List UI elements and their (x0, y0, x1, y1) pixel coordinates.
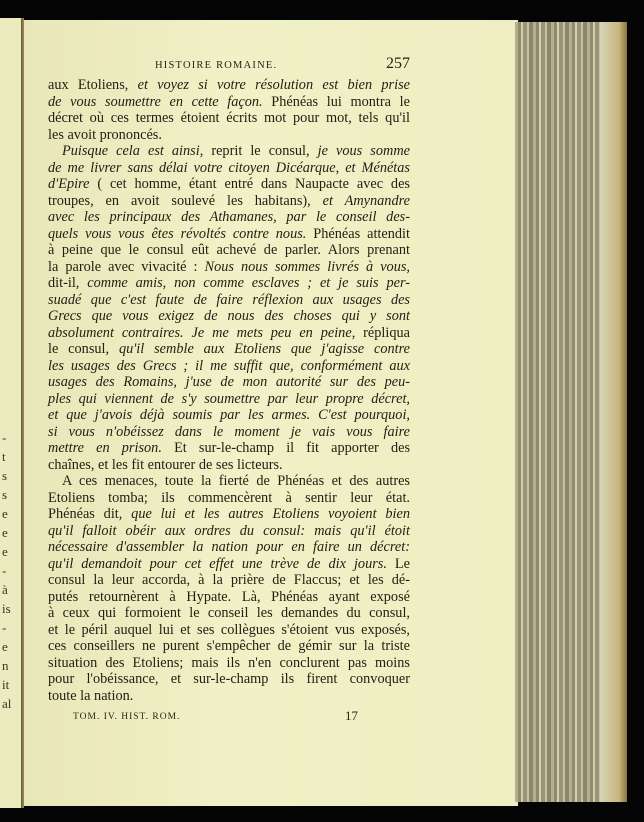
italic-text: si vous n'obéissez dans le moment je vais vous faire (48, 423, 410, 440)
text-line (48, 308, 410, 325)
italic-text: Grecs que vous exigez de nous des choses qui y sont (48, 308, 410, 324)
text-line (48, 424, 410, 441)
text-line (48, 143, 410, 160)
italic-text: et Amynandre (322, 192, 410, 209)
italic-text: je vous somme (317, 143, 410, 159)
roman-text: aux Etoliens, (48, 77, 138, 93)
facing-page-fragment: n (2, 658, 9, 673)
italic-text: usages des Romains, j'use de mon autorité sur des peu- (48, 374, 410, 390)
italic-text: absolument contraires. Je me mets peu en peine (48, 324, 352, 341)
text-line (48, 457, 410, 474)
text-line (48, 110, 410, 127)
roman-text: Le (386, 555, 410, 572)
text-line (48, 638, 410, 655)
text-line (48, 209, 410, 226)
roman-text: pour l'obéissance, et sur-le-champ ils firent convoquer (48, 671, 410, 687)
italic-text: avec les principaux des Athamanes, par le conseil des- (48, 209, 410, 225)
roman-text: le consul, (48, 341, 119, 357)
text-line (48, 391, 410, 408)
italic-text: nécessaire d'assembler la nation pour en faire un décret: (48, 539, 410, 555)
facing-page-fragment: is (2, 601, 11, 616)
signature-mark: TOM. IV. HIST. ROM. (73, 712, 181, 722)
text-line (48, 506, 410, 523)
italic-text: de me livrer sans délai votre citoyen Dicéarque, et Ménétas (48, 159, 410, 176)
roman-text: chaînes, et les fit entourer de ses licteurs. (48, 456, 283, 473)
italic-text: et voyez si votre résolution est bien prise (137, 77, 410, 93)
italic-text: comme amis, non comme esclaves ; et je suis per- (87, 275, 411, 291)
facing-page-fragment: it (2, 677, 10, 692)
text-line (48, 572, 410, 589)
facing-page-fragment: s (2, 487, 8, 502)
roman-text: à peine que le consul eût achevé de parler. Alors prenant (48, 242, 410, 258)
text-line (48, 341, 410, 358)
roman-text: Phénéas attendit (306, 225, 410, 242)
facing-page-fragment: e (2, 544, 8, 559)
facing-page-fragment: e (2, 639, 8, 654)
roman-text: les avoit prononcés. (48, 126, 162, 143)
text-line (48, 688, 410, 705)
text-line (48, 539, 410, 556)
italic-text: que lui et les autres Etoliens voyoient bien (131, 506, 410, 522)
roman-text: , reprit le consul, (199, 143, 318, 159)
facing-page-fragment: à (2, 582, 8, 597)
text-line (48, 176, 410, 193)
roman-text: putés retournèrent à Hypate. Là, Phénéas ayant exposé (48, 588, 410, 605)
text-line (48, 94, 410, 111)
text-line (48, 374, 410, 391)
roman-text: la parole avec vivacité : (48, 258, 205, 275)
facing-page-fragment: - (2, 620, 7, 635)
text-line (48, 193, 410, 210)
italic-text: qu'il demandoit pour cet effet une trève de dix jours. (48, 555, 387, 572)
italic-text: qu'il falloit obéir aux ordres du consul: mais qu'il étoit (48, 522, 410, 539)
text-line (48, 490, 410, 507)
running-title: HISTOIRE ROMAINE. (155, 60, 278, 71)
italic-text: Nous nous sommes livrés à vous, (204, 258, 410, 275)
italic-text: Puisque cela est ainsi (62, 143, 200, 159)
roman-text: Etoliens tomba; ils commencèrent à sentir leur état. (48, 489, 410, 506)
roman-text: et le péril auquel lui et ses collègues s'étoient vus exposés, (48, 621, 410, 638)
roman-text: ces conseillers ne purent s'empêcher de gémir sur la triste (48, 638, 410, 654)
text-line (48, 440, 410, 457)
text-line (48, 77, 410, 94)
italic-text: qu'il semble aux Etoliens que j'agisse contre (118, 341, 410, 357)
signature-number: 17 (345, 708, 358, 723)
text-line (48, 523, 410, 540)
page-number: 257 (386, 55, 410, 72)
facing-page-fragment: e (2, 506, 8, 521)
italic-text: mettre en prison. (48, 440, 162, 456)
italic-text: ples qui viennent de s'y soumettre par leur propre décret, (48, 390, 410, 407)
text-line (48, 605, 410, 622)
roman-text: dit-il, (48, 275, 88, 291)
roman-text: troupes, en avoit soulevé les habitans), (48, 192, 323, 209)
text-line (48, 292, 410, 309)
roman-text: Phénéas dit, (48, 506, 132, 522)
italic-text: d'Epire (48, 176, 90, 192)
text-line (48, 226, 410, 243)
text-line (48, 259, 410, 276)
text-line (48, 622, 410, 639)
body-text (48, 77, 410, 704)
facing-page-fragment: - (2, 563, 7, 578)
page-edge-rim (600, 22, 627, 802)
roman-text: Et sur-le-champ il fit apporter des (161, 440, 411, 456)
roman-text: , répliqua (351, 324, 411, 341)
text-line (48, 407, 410, 424)
italic-text: et que j'avois déjà soumis par les armes. C'est pourquoi, (48, 407, 410, 423)
text-line (48, 556, 410, 573)
facing-page-fragment: - (2, 430, 7, 445)
text-line (48, 358, 410, 375)
roman-text: toute la nation. (48, 687, 134, 704)
facing-page-fragment: al (2, 696, 12, 711)
facing-page-fragment: e (2, 525, 8, 540)
text-line (48, 671, 410, 688)
facing-page-fragment: t (2, 449, 6, 464)
italic-text: les usages des Grecs ; il me suffit que, conformément aux (48, 357, 410, 374)
text-line (48, 473, 410, 490)
roman-text: à ceux qui formoient le conseil les demandes du consul, (48, 605, 410, 621)
text-line (48, 160, 410, 177)
italic-text: de vous soumettre en cette façon. (48, 93, 263, 110)
roman-text: situation des Etoliens; mais ils n'en conclurent pas moins (48, 654, 410, 671)
italic-text: suadé que c'est faute de faire réflexion aux usages des (48, 291, 410, 308)
text-line (48, 589, 410, 606)
roman-text: décret où ces termes étoient écrits mot pour mot, tels qu'il (48, 110, 410, 126)
text-line (48, 655, 410, 672)
text-line (48, 242, 410, 259)
facing-page-fragment: s (2, 468, 8, 483)
text-line (48, 127, 410, 144)
text-line (48, 275, 410, 292)
roman-text: A ces menaces, toute la fierté de Phénéas et des autres (62, 473, 410, 489)
text-line (48, 325, 410, 342)
roman-text: consul la leur accorda, à la prière de Flaccus; et les dé- (48, 572, 410, 588)
italic-text: quels vous vous êtes révoltés contre nous. (48, 225, 307, 242)
roman-text: Phénéas lui montra le (262, 93, 410, 110)
roman-text: ( cet homme, étant entré dans Naupacte avec des (89, 176, 410, 192)
